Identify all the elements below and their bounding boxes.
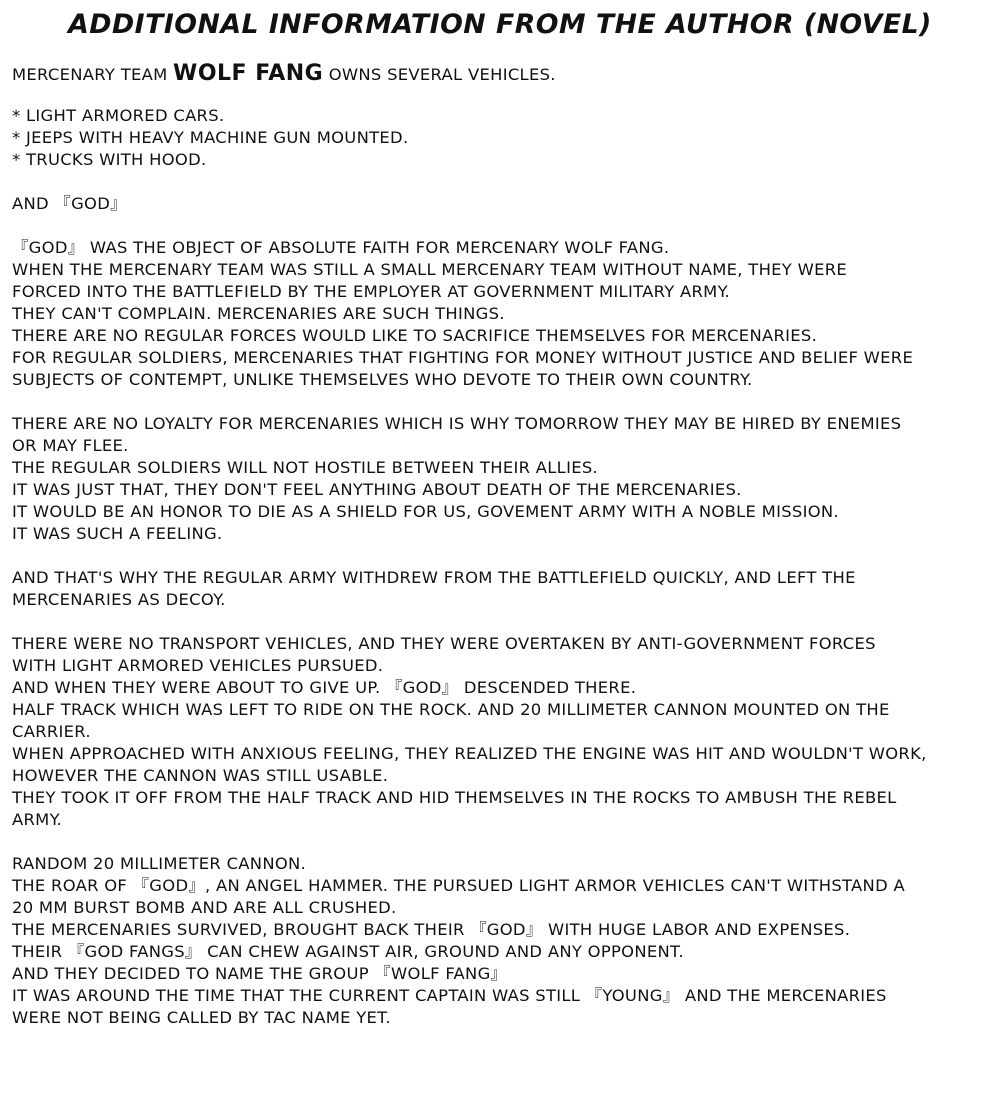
vehicle-item: * JEEPS WITH HEAVY MACHINE GUN MOUNTED. xyxy=(12,128,409,147)
vehicle-list xyxy=(12,105,992,171)
paragraph xyxy=(12,413,992,545)
text-line: THE MERCENARIES SURVIVED, BROUGHT BACK THEIR 『GOD』 WITH HUGE LABOR AND EXPENSES. xyxy=(12,920,851,939)
text-line: WHEN APPROACHED WITH ANXIOUS FEELING, THEY REALIZED THE ENGINE WAS HIT AND WOULDN'T WORK, xyxy=(12,744,927,763)
and-god-line: AND 『GOD』 xyxy=(12,194,127,213)
text-line: THEIR 『GOD FANGS』 CAN CHEW AGAINST AIR, GROUND AND ANY OPPONENT. xyxy=(12,942,684,961)
text-line: 20 MM BURST BOMB AND ARE ALL CRUSHED. xyxy=(12,898,397,917)
text-line: IT WAS AROUND THE TIME THAT THE CURRENT CAPTAIN WAS STILL 『YOUNG』 AND THE MERCENARIES xyxy=(12,986,887,1005)
text-line: MERCENARIES AS DECOY. xyxy=(12,590,226,609)
text-line: THERE WERE NO TRANSPORT VEHICLES, AND THEY WERE OVERTAKEN BY ANTI-GOVERNMENT FORCES xyxy=(12,634,876,653)
text-line: WERE NOT BEING CALLED BY TAC NAME YET. xyxy=(12,1008,392,1027)
text-line: OR MAY FLEE. xyxy=(12,436,129,455)
text-line: WITH LIGHT ARMORED VEHICLES PURSUED. xyxy=(12,656,384,675)
paragraph xyxy=(12,853,992,1029)
text-line: IT WAS JUST THAT, THEY DON'T FEEL ANYTHING ABOUT DEATH OF THE MERCENARIES. xyxy=(12,480,742,499)
text-line: IT WAS SUCH A FEELING. xyxy=(12,524,223,543)
intro-line xyxy=(12,60,992,89)
spacer xyxy=(12,545,992,567)
paragraph xyxy=(12,237,992,391)
spacer xyxy=(12,215,992,237)
text-line: 『GOD』 WAS THE OBJECT OF ABSOLUTE FAITH FOR MERCENARY WOLF FANG. xyxy=(12,238,670,257)
note-body xyxy=(12,60,992,1029)
text-line: AND THEY DECIDED TO NAME THE GROUP 『WOLF FANG』 xyxy=(12,964,508,983)
text-line: ARMY. xyxy=(12,810,63,829)
intro-after: OWNS SEVERAL VEHICLES. xyxy=(323,65,556,84)
paragraph xyxy=(12,633,992,831)
text-line: HOWEVER THE CANNON WAS STILL USABLE. xyxy=(12,766,389,785)
paragraph xyxy=(12,567,992,611)
team-name: WOLF FANG xyxy=(173,61,324,86)
spacer xyxy=(12,611,992,633)
text-line: HALF TRACK WHICH WAS LEFT TO RIDE ON THE ROCK. AND 20 MILLIMETER CANNON MOUNTED ON THE xyxy=(12,700,890,719)
text-line: THERE ARE NO REGULAR FORCES WOULD LIKE TO SACRIFICE THEMSELVES FOR MERCENARIES. xyxy=(12,326,818,345)
text-line: SUBJECTS OF CONTEMPT, UNLIKE THEMSELVES WHO DEVOTE TO THEIR OWN COUNTRY. xyxy=(12,370,753,389)
text-line: THERE ARE NO LOYALTY FOR MERCENARIES WHICH IS WHY TOMORROW THEY MAY BE HIRED BY ENEMIES xyxy=(12,414,902,433)
page-title: ADDITIONAL INFORMATION FROM THE AUTHOR (NOVEL) xyxy=(68,9,932,40)
spacer xyxy=(12,171,992,193)
spacer xyxy=(12,89,992,105)
spacer xyxy=(12,831,992,853)
text-line: THE ROAR OF 『GOD』, AN ANGEL HAMMER. THE PURSUED LIGHT ARMOR VEHICLES CAN'T WITHSTAND A xyxy=(12,876,905,895)
text-line: IT WOULD BE AN HONOR TO DIE AS A SHIELD FOR US, GOVEMENT ARMY WITH A NOBLE MISSION. xyxy=(12,502,839,521)
text-line: AND THAT'S WHY THE REGULAR ARMY WITHDREW FROM THE BATTLEFIELD QUICKLY, AND LEFT THE xyxy=(12,568,856,587)
text-line: THEY CAN'T COMPLAIN. MERCENARIES ARE SUCH THINGS. xyxy=(12,304,505,323)
text-line: CARRIER. xyxy=(12,722,91,741)
vehicle-item: * TRUCKS WITH HOOD. xyxy=(12,150,207,169)
text-line: WHEN THE MERCENARY TEAM WAS STILL A SMALL MERCENARY TEAM WITHOUT NAME, THEY WERE xyxy=(12,260,848,279)
vehicle-item: * LIGHT ARMORED CARS. xyxy=(12,106,225,125)
text-line: FORCED INTO THE BATTLEFIELD BY THE EMPLOYER AT GOVERNMENT MILITARY ARMY. xyxy=(12,282,731,301)
text-line: RANDOM 20 MILLIMETER CANNON. xyxy=(12,854,307,873)
text-line: FOR REGULAR SOLDIERS, MERCENARIES THAT FIGHTING FOR MONEY WITHOUT JUSTICE AND BELIEF WERE xyxy=(12,348,914,367)
text-line: THEY TOOK IT OFF FROM THE HALF TRACK AND HID THEMSELVES IN THE ROCKS TO AMBUSH THE REBEL xyxy=(12,788,897,807)
spacer xyxy=(12,391,992,413)
intro-before: MERCENARY TEAM xyxy=(12,65,174,84)
text-line: AND WHEN THEY WERE ABOUT TO GIVE UP. 『GOD』 DESCENDED THERE. xyxy=(12,678,637,697)
text-line: THE REGULAR SOLDIERS WILL NOT HOSTILE BETWEEN THEIR ALLIES. xyxy=(12,458,599,477)
